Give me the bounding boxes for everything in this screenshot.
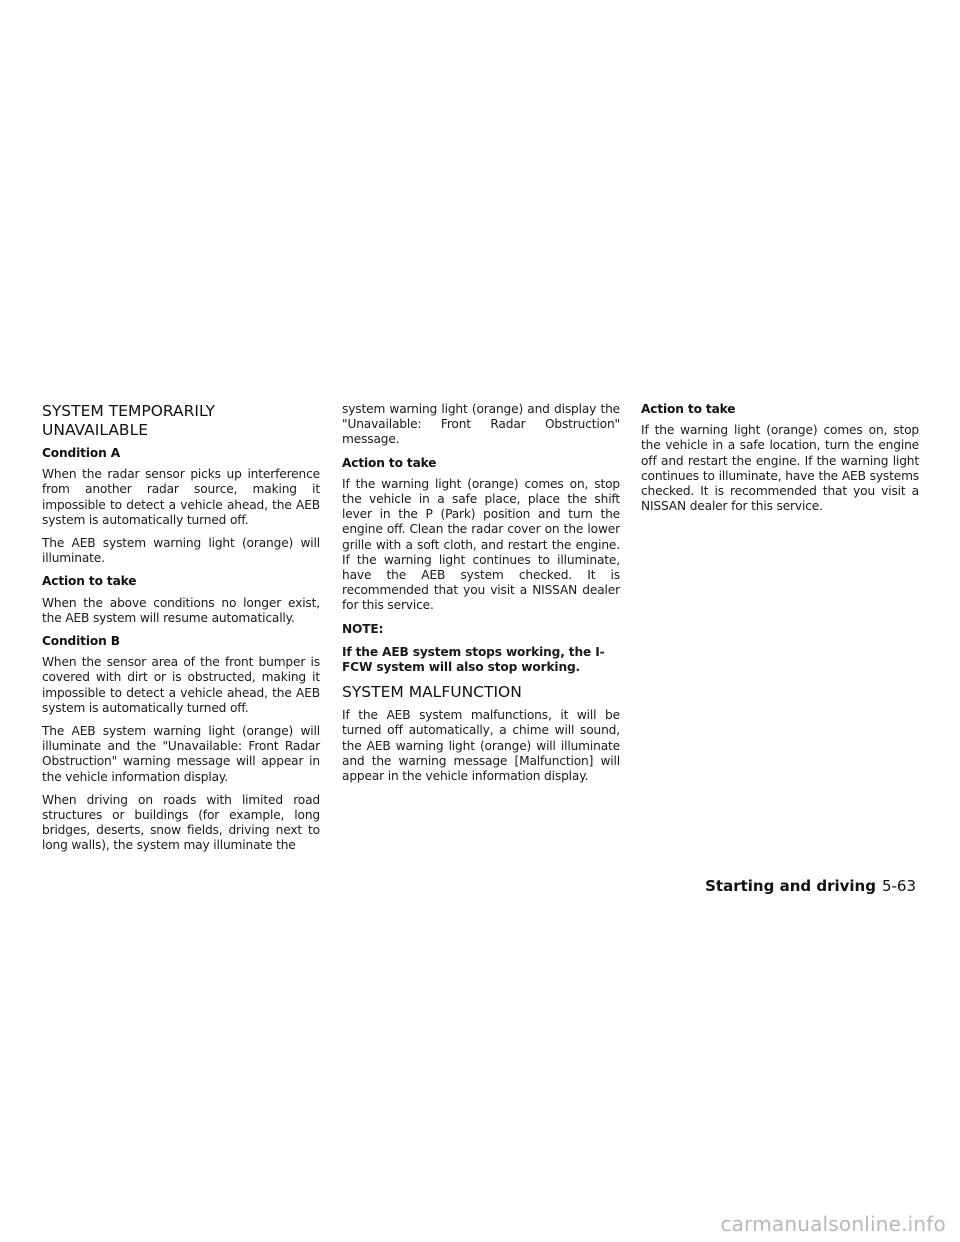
page-footer bbox=[705, 876, 916, 896]
condition-a-paragraph-2: The AEB system warning light (orange) will illuminate. bbox=[42, 536, 320, 566]
column-right bbox=[641, 402, 919, 522]
condition-b-paragraph-1: When the sensor area of the front bumper is covered with dirt or is obstructed, making it impossible to detect a vehicle ahead, the AEB system is automatically turned off. bbox=[42, 655, 320, 715]
action-c-title: Action to take bbox=[641, 402, 736, 416]
condition-b-continued: system warning light (orange) and display the "Unavailable: Front Radar Obstruction" message. bbox=[342, 402, 620, 447]
section-heading-temporarily-unavailable: SYSTEM TEMPORARILY UNAVAILABLE bbox=[42, 402, 216, 439]
condition-b-paragraph-2: The AEB system warning light (orange) will illuminate and the "Unavailable: Front Radar Obstruction" warning message will appear in the vehicle information display. bbox=[42, 724, 320, 784]
action-c-paragraph: If the warning light (orange) comes on, stop the vehicle in a safe location, turn the engine off and restart the engine. If the warning light continues to illuminate, have the AEB systems checked. It is recommended that you visit a NISSAN dealer for this service. bbox=[641, 423, 919, 514]
action-b-title: Action to take bbox=[342, 455, 437, 470]
condition-b-paragraph-3: When driving on roads with limited road structures or buildings (for example, long bridges, deserts, snow fields, driving next to long walls), the system may illuminate the bbox=[42, 792, 320, 853]
action-a-paragraph: When the above conditions no longer exist, the AEB system will resume automatically. bbox=[42, 595, 320, 625]
condition-a-paragraph-1: When the radar sensor picks up interference from another radar source, making it impossible to detect a vehicle ahead, the AEB system is automatically turned off. bbox=[42, 467, 320, 527]
section-heading-malfunction: SYSTEM MALFUNCTION bbox=[342, 683, 522, 702]
condition-b-title: Condition B bbox=[42, 634, 120, 649]
malfunction-paragraph: If the AEB system malfunctions, it will be turned off automatically, a chime will sound, the AEB warning light (orange) will illuminate and the warning message [Malfunction] will appear in the vehicle information display. bbox=[342, 708, 620, 784]
note-text: If the AEB system stops working, the I-FCW system will also stop working. bbox=[342, 644, 605, 675]
watermark: carmanualsonline.info bbox=[720, 1212, 946, 1236]
action-b-paragraph: If the warning light (orange) comes on, stop the vehicle in a safe place, place the shift lever in the P (Park) position and turn the engine off. Clean the radar cover on the lower grille with a soft cloth, and restart the engine. If the warning light continues to illuminate, have the AEB system checked. It is recommended that you visit a NISSAN dealer for this service. bbox=[342, 476, 620, 613]
column-left bbox=[42, 402, 320, 862]
column-middle bbox=[342, 402, 620, 792]
note-label: NOTE: bbox=[342, 621, 384, 636]
condition-a-title: Condition A bbox=[42, 446, 120, 460]
footer-section-title: Starting and driving bbox=[705, 877, 876, 895]
action-a-title: Action to take bbox=[42, 574, 137, 589]
page-number: 5-63 bbox=[881, 877, 916, 895]
